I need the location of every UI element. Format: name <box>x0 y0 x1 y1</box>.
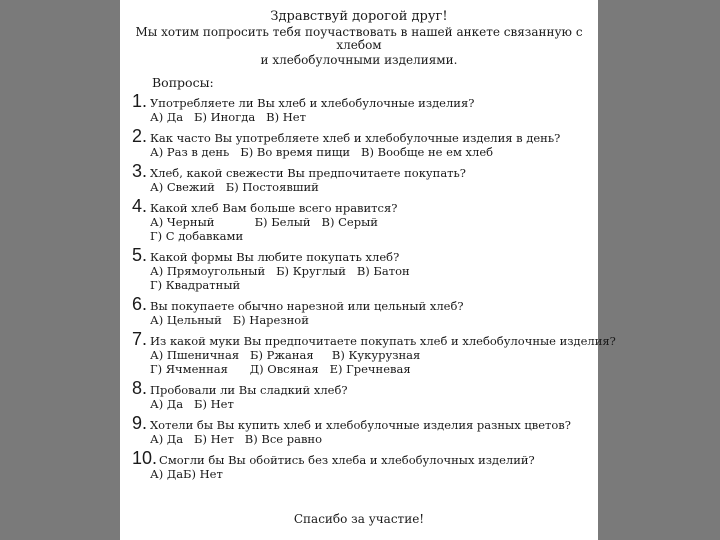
question-line <box>132 448 586 468</box>
question-number: 1. <box>132 91 148 111</box>
answer-options: А) Раз в день Б) Во время пищи В) Вообще не ем хлеб <box>150 145 494 159</box>
answer-options: А) Прямоугольный Б) Круглый В) Батон <box>150 264 410 278</box>
question-text: Из какой муки Вы предпочитаете покупать хлеб и хлебобулочные изделия? <box>150 334 616 348</box>
question-line <box>132 329 616 349</box>
question-item <box>132 196 586 248</box>
question-text: Хлеб, какой свежести Вы предпочитаете покупать? <box>150 166 466 180</box>
survey-sheet <box>120 0 616 540</box>
question-line <box>132 196 586 216</box>
question-number: 9. <box>132 413 148 433</box>
questions-heading: Вопросы: <box>152 75 214 90</box>
question-item <box>132 294 586 332</box>
question-number: 8. <box>132 378 148 398</box>
answer-options: А) Да Б) Нет В) Все равно <box>150 432 323 446</box>
question-text: Вы покупаете обычно нарезной или цельный хлеб? <box>150 299 464 313</box>
question-text: Смогли бы Вы обойтись без хлеба и хлебобулочных изделий? <box>159 453 535 467</box>
question-text: Какой формы Вы любите покупать хлеб? <box>150 250 400 264</box>
question-line <box>132 413 586 433</box>
question-text: Какой хлеб Вам больше всего нравится? <box>150 201 398 215</box>
answer-options: Г) С добавками <box>150 229 244 243</box>
question-number: 3. <box>132 161 148 181</box>
question-number: 6. <box>132 294 148 314</box>
question-list <box>132 91 616 486</box>
answer-options: А) Черный Б) Белый В) Серый <box>150 215 378 229</box>
answer-options: А) ДаБ) Нет <box>150 467 223 481</box>
answer-options: А) Пшеничная Б) Ржаная В) Кукурузная <box>150 348 421 362</box>
greeting: Здравствуй дорогой друг! <box>270 9 448 24</box>
question-number: 4. <box>132 196 148 216</box>
question-number: 10. <box>132 448 158 468</box>
question-line <box>132 126 586 146</box>
question-line <box>132 161 586 181</box>
thanks-text: Спасибо за участие! <box>293 512 425 526</box>
question-item <box>132 329 616 381</box>
question-item <box>132 448 586 486</box>
question-line <box>132 91 586 111</box>
question-item <box>132 245 586 297</box>
question-text: Как часто Вы употребляете хлеб и хлебобулочные изделия в день? <box>150 131 561 145</box>
question-number: 2. <box>132 126 148 146</box>
question-line <box>132 294 586 314</box>
question-item <box>132 378 586 416</box>
question-item <box>132 126 586 164</box>
answer-options: А) Свежий Б) Постоявший <box>150 180 319 194</box>
question-number: 5. <box>132 245 148 265</box>
answer-options: А) Цельный Б) Нарезной <box>150 313 309 327</box>
question-item <box>132 91 586 129</box>
question-text: Пробовали ли Вы сладкий хлеб? <box>150 383 348 397</box>
answer-options: А) Да Б) Нет <box>150 397 234 411</box>
answer-options: А) Да Б) Иногда В) Нет <box>150 110 306 124</box>
answer-options: Г) Квадратный <box>150 278 241 292</box>
intro-line-2: и хлебобулочными изделиями. <box>260 53 458 67</box>
question-number: 7. <box>132 329 148 349</box>
question-line <box>132 245 586 265</box>
question-text: Употребляете ли Вы хлеб и хлебобулочные изделия? <box>150 96 475 110</box>
intro-line-1: Мы хотим попросить тебя поучаствовать в нашей анкете связанную с хлебом <box>135 25 583 52</box>
question-item <box>132 161 586 199</box>
answer-options: Г) Ячменная Д) Овсяная Е) Гречневая <box>150 362 411 376</box>
question-text: Хотели бы Вы купить хлеб и хлебобулочные изделия разных цветов? <box>150 418 571 432</box>
question-item <box>132 413 586 451</box>
question-line <box>132 378 586 398</box>
